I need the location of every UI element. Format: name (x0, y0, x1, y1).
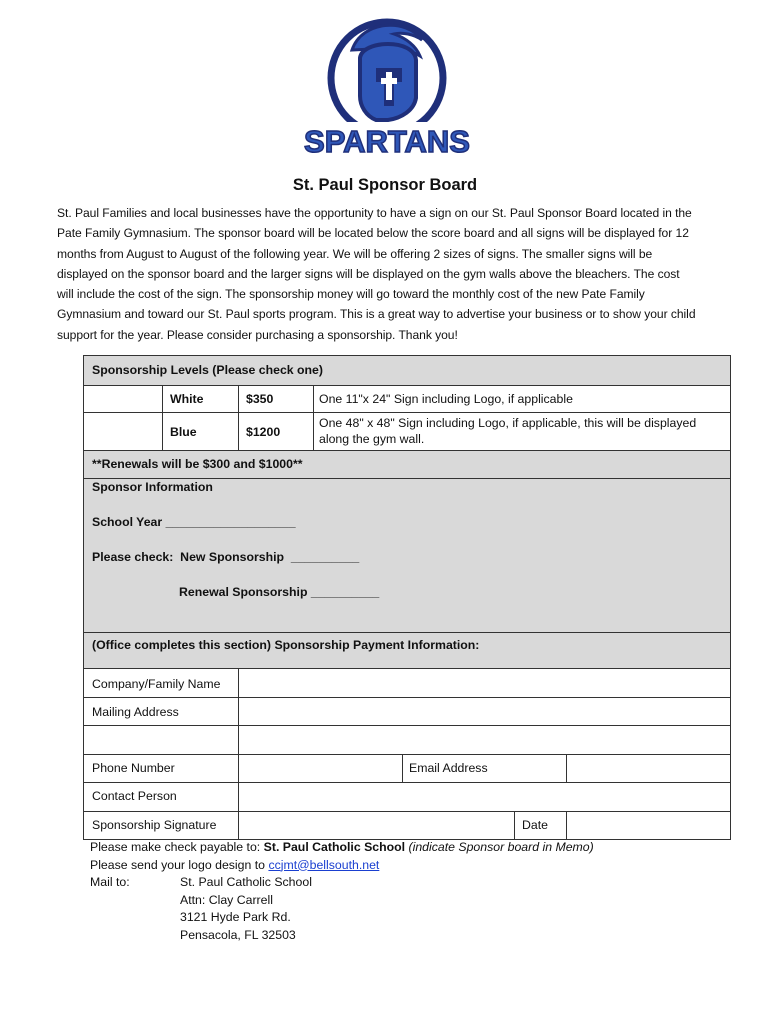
intro-line: will include the cost of the sign. The sponsorship money will go toward the monthly cost of the new Pate Family (57, 287, 645, 302)
intro-line: St. Paul Families and local businesses have the opportunity to have a sign on our St. Paul Sponsor Board located in the (57, 206, 692, 220)
logo-prefix: Please send your logo design to (90, 857, 266, 872)
address-line: St. Paul Catholic School (180, 875, 312, 889)
renewals-note: **Renewals will be $300 and $1000** (92, 457, 303, 471)
level-blue-name: Blue (170, 425, 197, 439)
levels-header: Sponsorship Levels (Please check one) (92, 363, 323, 377)
white-checkbox[interactable] (85, 386, 162, 412)
mailing-input[interactable] (239, 698, 729, 725)
level-white-desc: One 11"x 24" Sign including Logo, if applicable (319, 392, 573, 406)
intro-line: Gymnasium and toward our St. Paul sports program. This is a great way to advertise your business or to show your child (57, 307, 696, 322)
page-title: St. Paul Sponsor Board (292, 176, 478, 194)
sponsor-form (83, 355, 731, 840)
new-sponsorship-field[interactable]: Please check: New Sponsorship __________ (92, 550, 360, 564)
school-year-field[interactable]: School Year ___________________ (92, 515, 296, 529)
intro-line: months from August to August of the following year. We will be offering 2 sizes of signs. The smaller signs will be (57, 246, 653, 261)
sponsor-info-header: Sponsor Information (92, 480, 213, 494)
contact-label: Contact Person (92, 789, 177, 803)
office-header: (Office completes this section) Sponsorship Payment Information: (92, 638, 480, 652)
level-blue-price: $1200 (246, 425, 281, 439)
mail-line (90, 874, 594, 892)
company-label: Company/Family Name (92, 677, 221, 691)
blue-checkbox[interactable] (85, 413, 162, 450)
payable-to: St. Paul Catholic School (263, 840, 406, 854)
address-line: 3121 Hyde Park Rd. (180, 910, 291, 924)
company-input[interactable] (239, 669, 729, 697)
signature-input[interactable] (239, 812, 514, 839)
spartans-logo (302, 10, 472, 160)
level-white-name: White (170, 392, 204, 406)
payable-line (90, 839, 594, 857)
mail-label: Mail to: (90, 875, 130, 889)
intro-line: support for the year. Please consider purchasing a sponsorship. Thank you! (57, 327, 458, 342)
payable-prefix: Please make check payable to: (90, 840, 261, 854)
phone-label: Phone Number (92, 761, 175, 775)
intro-line: Pate Family Gymnasium. The sponsor board will be located below the score board and all signs will be displayed for 12 (57, 226, 689, 241)
level-white-price: $350 (246, 392, 274, 406)
contact-input[interactable] (239, 783, 729, 811)
signature-label: Sponsorship Signature (92, 818, 217, 832)
spartans-wordmark: SPARTANS (304, 124, 470, 159)
intro-paragraph (57, 203, 737, 345)
email-link[interactable]: ccjmt@bellsouth.net (268, 857, 380, 872)
footer-instructions (90, 839, 594, 944)
mailing-label: Mailing Address (92, 705, 179, 719)
intro-line: displayed on the sponsor board and the larger signs will be displayed on the gym walls above the bleachers. The cost (57, 266, 680, 281)
renewal-sponsorship-field[interactable]: Renewal Sponsorship __________ (179, 585, 380, 599)
date-label: Date (522, 818, 548, 832)
level-blue-desc: One 48" x 48" Sign including Logo, if applicable, this will be displayed along the gym wall. (319, 416, 697, 446)
address-line: Pensacola, FL 32503 (180, 927, 296, 942)
email-input[interactable] (567, 755, 729, 782)
phone-input[interactable] (239, 755, 402, 782)
payable-note: (indicate Sponsor board in Memo) (408, 840, 594, 854)
logo-line (90, 857, 594, 875)
address-line: Attn: Clay Carrell (180, 892, 273, 907)
date-input[interactable] (567, 812, 729, 839)
mailing-input-2[interactable] (239, 726, 729, 754)
email-label: Email Address (409, 761, 488, 775)
